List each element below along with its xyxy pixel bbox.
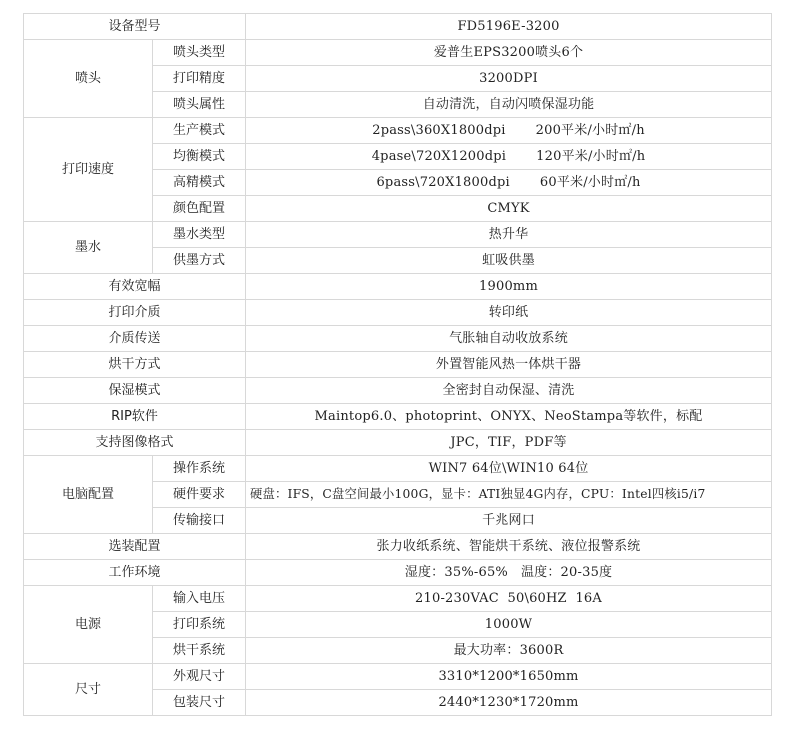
row-value xyxy=(246,144,772,170)
row-value: 热升华 xyxy=(246,222,772,248)
row-label: 传输接口 xyxy=(153,508,246,534)
row-label: 打印介质 xyxy=(24,300,246,326)
table-row xyxy=(24,534,772,560)
print-speed: 200平米/小时㎡/h xyxy=(535,123,645,138)
row-value xyxy=(246,118,772,144)
spec-table-container xyxy=(23,13,772,716)
table-row xyxy=(24,586,772,612)
row-value: 张力收纸系统、智能烘干系统、液位报警系统 xyxy=(246,534,772,560)
row-value: 210-230VAC 50\60HZ 16A xyxy=(246,586,772,612)
row-label: 打印精度 xyxy=(153,66,246,92)
row-label: 硬件要求 xyxy=(153,482,246,508)
print-mode: 2pass\360X1800dpi xyxy=(372,123,506,138)
row-label: 烘干系统 xyxy=(153,638,246,664)
table-row xyxy=(24,664,772,690)
table-row xyxy=(24,40,772,66)
row-value: 湿度：35%-65% 温度：20-35度 xyxy=(246,560,772,586)
row-label: 喷头类型 xyxy=(153,40,246,66)
row-label: RIP软件 xyxy=(24,404,246,430)
group-label: 喷头 xyxy=(24,40,153,118)
row-value xyxy=(246,170,772,196)
table-row xyxy=(24,222,772,248)
row-value: Maintop6.0、photoprint、ONYX、NeoStampa等软件，标配 xyxy=(246,404,772,430)
row-label: 打印系统 xyxy=(153,612,246,638)
row-value: 硬盘：IFS，C盘空间最小100G，显卡：ATI独显4G内存，CPU：Intel四核i5/i7 xyxy=(246,482,772,508)
row-value: 爱普生EPS3200喷头6个 xyxy=(246,40,772,66)
row-value: FD5196E-3200 xyxy=(246,14,772,40)
spec-table xyxy=(23,13,772,716)
table-row xyxy=(24,300,772,326)
row-label: 介质传送 xyxy=(24,326,246,352)
group-label: 电源 xyxy=(24,586,153,664)
row-value: 虹吸供墨 xyxy=(246,248,772,274)
row-label: 有效宽幅 xyxy=(24,274,246,300)
row-label: 工作环境 xyxy=(24,560,246,586)
row-label: 烘干方式 xyxy=(24,352,246,378)
row-label: 支持图像格式 xyxy=(24,430,246,456)
group-label: 打印速度 xyxy=(24,118,153,222)
row-value: CMYK xyxy=(246,196,772,222)
row-value: 自动清洗，自动闪喷保湿功能 xyxy=(246,92,772,118)
row-label: 颜色配置 xyxy=(153,196,246,222)
table-row xyxy=(24,378,772,404)
row-value: 全密封自动保湿、清洗 xyxy=(246,378,772,404)
row-value: 外置智能风热一体烘干器 xyxy=(246,352,772,378)
row-label: 供墨方式 xyxy=(153,248,246,274)
print-speed: 60平米/小时㎡/h xyxy=(539,175,641,190)
print-mode: 6pass\720X1800dpi xyxy=(376,175,510,190)
table-row xyxy=(24,560,772,586)
table-row xyxy=(24,274,772,300)
table-row xyxy=(24,404,772,430)
row-value: 1000W xyxy=(246,612,772,638)
row-value: 最大功率：3600R xyxy=(246,638,772,664)
group-label: 墨水 xyxy=(24,222,153,274)
print-mode: 4pase\720X1200dpi xyxy=(371,149,507,164)
table-row xyxy=(24,456,772,482)
row-value: WIN7 64位\WIN10 64位 xyxy=(246,456,772,482)
row-value: 3310*1200*1650mm xyxy=(246,664,772,690)
row-label: 均衡模式 xyxy=(153,144,246,170)
row-label: 喷头属性 xyxy=(153,92,246,118)
row-label: 设备型号 xyxy=(24,14,246,40)
row-label: 输入电压 xyxy=(153,586,246,612)
row-label: 高精模式 xyxy=(153,170,246,196)
row-label: 操作系统 xyxy=(153,456,246,482)
row-value: JPC，TIF，PDF等 xyxy=(246,430,772,456)
table-row xyxy=(24,430,772,456)
row-label: 包装尺寸 xyxy=(153,690,246,716)
row-label: 生产模式 xyxy=(153,118,246,144)
row-value: 3200DPI xyxy=(246,66,772,92)
table-row xyxy=(24,326,772,352)
table-row xyxy=(24,14,772,40)
row-label: 选装配置 xyxy=(24,534,246,560)
table-row xyxy=(24,352,772,378)
row-label: 外观尺寸 xyxy=(153,664,246,690)
row-value: 2440*1230*1720mm xyxy=(246,690,772,716)
row-label: 墨水类型 xyxy=(153,222,246,248)
table-row xyxy=(24,118,772,144)
group-label: 电脑配置 xyxy=(24,456,153,534)
row-value: 转印纸 xyxy=(246,300,772,326)
row-value: 气胀轴自动收放系统 xyxy=(246,326,772,352)
row-label: 保湿模式 xyxy=(24,378,246,404)
group-label: 尺寸 xyxy=(24,664,153,716)
row-value: 千兆网口 xyxy=(246,508,772,534)
row-value: 1900mm xyxy=(246,274,772,300)
print-speed: 120平米/小时㎡/h xyxy=(536,149,646,164)
